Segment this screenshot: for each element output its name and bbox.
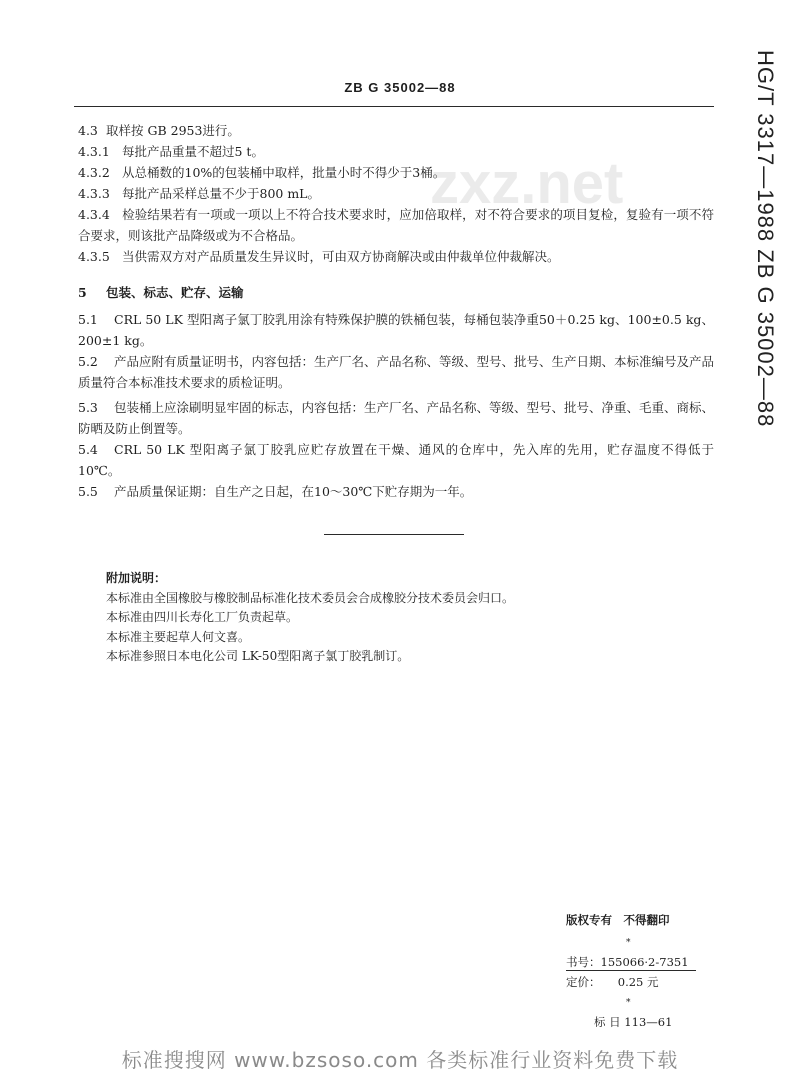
note-line: 本标准由四川长寿化工厂负责起草。: [106, 610, 299, 624]
section-number: 5.3: [78, 400, 98, 415]
additional-notes: [106, 569, 706, 667]
section-5-3: [78, 397, 714, 439]
header-rule: [74, 106, 714, 107]
section-number: 4.3.3: [78, 186, 110, 201]
section-4-3-4: [78, 204, 714, 246]
section-end-rule: [324, 534, 464, 535]
section-5-4: [78, 439, 714, 481]
section-text: 检验结果若有一项或一项以上不符合技术要求时，应加倍取样，对不符合要求的项目复检，复验有一项不符合要求，则该批产品降级或为不合格品。: [78, 207, 714, 243]
section-4-3-2: [78, 162, 714, 183]
section-5-2: [78, 351, 714, 393]
section-4-3-1: [78, 141, 714, 162]
section-number: 4.3.1: [78, 144, 110, 159]
star-mark: *: [626, 938, 631, 948]
section-4-3-3: [78, 183, 714, 204]
notes-title: 附加说明：: [106, 571, 167, 585]
section-number: 4.3.5: [78, 249, 110, 264]
section-text: 产品质量保证期：自生产之日起，在10～30℃下贮存期为一年。: [114, 484, 473, 499]
note-line: 本标准参照日本电化公司 LK-50型阳离子氯丁胶乳制订。: [106, 649, 410, 663]
section-5-heading: [78, 282, 714, 303]
section-number: 4.3.2: [78, 165, 110, 180]
section-number: 5.4: [78, 442, 98, 457]
footer-banner: 标准搜搜网 www.bzsoso.com 各类标准行业资料免费下载: [121, 1048, 679, 1072]
section-text: 当供需双方对产品质量发生异议时，可由双方协商解决或由仲裁单位仲裁解决。: [122, 249, 560, 264]
note-line: 本标准主要起草人何文喜。: [106, 629, 251, 644]
section-number: 5.5: [78, 484, 98, 499]
copyright-notice: 版权专有 不得翻印: [566, 913, 670, 927]
section-number: 4.3.4: [78, 207, 110, 222]
section-text: 产品应附有质量证明书，内容包括：生产厂名、产品名称、等级、型号、批号、生产日期、本标准编号及产品质量符合本标准技术要求的质检证明。: [78, 354, 715, 390]
section-4-3: [78, 120, 714, 141]
star-mark: *: [626, 998, 631, 1008]
section-number: 4.3: [78, 123, 98, 138]
note-line: 本标准由全国橡胶与橡胶制品标准化技术委员会合成橡胶分技术委员会归口。: [106, 590, 515, 605]
section-text: 从总桶数的10%的包装桶中取样，批量小时不得少于3桶。: [122, 165, 446, 180]
section-4-3-5: [78, 246, 714, 267]
section-text: 每批产品重量不超过5 t。: [122, 144, 264, 159]
standard-mark: 标 日 113—61: [594, 1015, 673, 1029]
section-number: 5.1: [78, 312, 98, 327]
watermark: zxz.net: [430, 151, 624, 216]
section-5-1: [78, 309, 714, 351]
section-text: 包装桶上应涂刷明显牢固的标志，内容包括：生产厂名、产品名称、等级、型号、批号、净重、毛重、商标、防晒及防止倒置等。: [78, 400, 715, 436]
section-5-5: [78, 481, 714, 502]
section-text: CRL 50 LK 型阳离子氯丁胶乳应贮存放置在干燥、通风的仓库中，先入库的先用，贮存温度不得低于10℃。: [78, 442, 714, 478]
section-text: 每批产品采样总量不少于800 mL。: [122, 186, 320, 201]
section-number: 5.2: [78, 354, 98, 369]
side-standard-number: HG/T 3317—1988 ZB G 35002—88: [753, 50, 778, 428]
price: 定价： 0.25 元: [566, 975, 659, 989]
page-header: ZB G 35002—88: [344, 80, 456, 95]
colophon-rule: [566, 970, 696, 971]
section-title: 包装、标志、贮存、运输: [106, 285, 244, 300]
section-number: 5: [78, 285, 87, 300]
book-number: 书号：155066·2-7351: [566, 955, 689, 969]
section-text: 取样按 GB 2953进行。: [106, 123, 240, 138]
section-text: CRL 50 LK 型阳离子氯丁胶乳用涂有特殊保护膜的铁桶包装，每桶包装净重50＋0.25 kg、100±0.5 kg、200±1 kg。: [78, 312, 714, 348]
